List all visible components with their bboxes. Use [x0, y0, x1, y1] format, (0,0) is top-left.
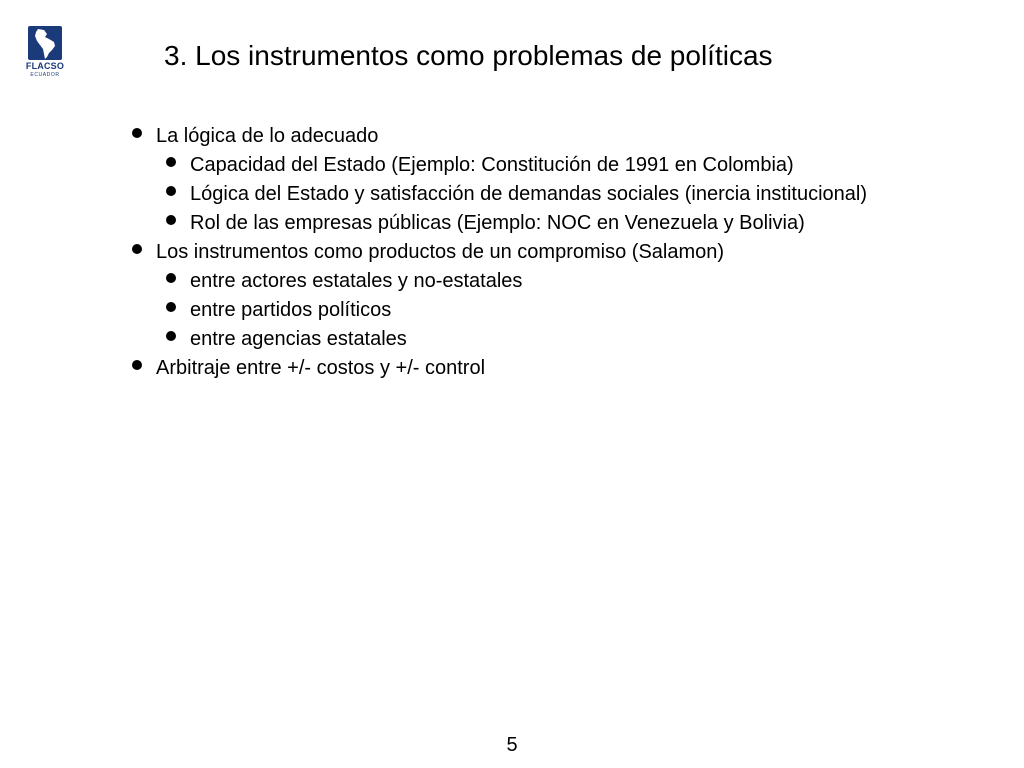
bullet-item: [130, 238, 930, 267]
bullet-list: [130, 122, 930, 383]
sub-bullet-item: [130, 325, 930, 354]
sub-bullet-item: [130, 151, 930, 180]
bullet-text: La lógica de lo adecuado: [156, 125, 379, 147]
logo-name: FLACSO: [25, 61, 65, 71]
sub-bullet-item: [130, 209, 930, 238]
bullet-icon: [166, 157, 176, 167]
bullet-item: [130, 122, 930, 151]
bullet-icon: [166, 331, 176, 341]
bullet-text: Rol de las empresas públicas (Ejemplo: NOC en Venezuela y Bolivia): [190, 212, 805, 234]
page-number: 5: [506, 734, 518, 756]
bullet-text: Los instrumentos como productos de un compromiso (Salamon): [156, 241, 725, 263]
logo-subtitle: ECUADOR: [30, 72, 60, 78]
bullet-text: entre partidos políticos: [190, 299, 392, 321]
bullet-text: Arbitraje entre +/- costos y +/- control: [156, 357, 486, 379]
flacso-logo: [24, 26, 66, 78]
bullet-icon: [166, 186, 176, 196]
bullet-icon: [166, 215, 176, 225]
latin-america-map-icon: [28, 26, 62, 60]
sub-bullet-item: [130, 180, 930, 209]
bullet-text: Capacidad del Estado (Ejemplo: Constitución de 1991 en Colombia): [190, 154, 794, 176]
bullet-icon: [166, 302, 176, 312]
bullet-icon: [132, 128, 142, 138]
slide-title: 3. Los instrumentos como problemas de políticas: [164, 40, 773, 71]
bullet-item: [130, 354, 930, 383]
bullet-icon: [166, 273, 176, 283]
bullet-text: Lógica del Estado y satisfacción de demandas sociales (inercia institucional): [190, 183, 868, 205]
bullet-icon: [132, 244, 142, 254]
bullet-text: entre agencias estatales: [190, 328, 407, 350]
bullet-icon: [132, 360, 142, 370]
sub-bullet-item: [130, 296, 930, 325]
bullet-text: entre actores estatales y no-estatales: [190, 270, 523, 292]
sub-bullet-item: [130, 267, 930, 296]
